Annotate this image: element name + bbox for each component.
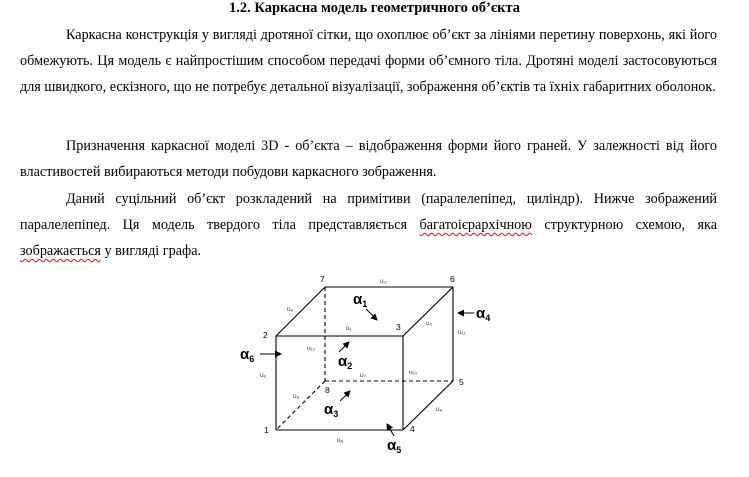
paragraph-3-text-a: Даний суцільний об’єкт розкладений на примітиви (паралелепіпед, циліндр). Нижче зображений паралелепіпед. Ця модель твердого тіла представляється: [20, 191, 717, 233]
vertex-6: 6: [450, 274, 455, 284]
edge-bottom-right: [403, 381, 453, 430]
paragraph-3-text-c: структурною схемою, яка: [531, 217, 717, 233]
edge-label-u8: u₈: [293, 393, 300, 400]
edge-label-u6: u₆: [436, 406, 443, 413]
edge-hidden-bottom-left: [276, 381, 325, 430]
face-label-alpha1: $\alpha_1$: [353, 291, 368, 309]
vertex-4: 4: [410, 424, 415, 434]
edge-top-left: [276, 287, 325, 336]
edge-label-u7: u₇: [360, 372, 366, 379]
edge-label-u12: u₁₂: [307, 345, 316, 352]
paragraph-3-text-e: у вигляді графа.: [100, 243, 202, 259]
arrow-alpha1: [366, 309, 377, 320]
paragraph-2: Призначення каркасної моделі 3D - об’єкта – відображення форми його граней. У залежності від його властивостей вибираються методи побудови каркасного зображення.: [20, 138, 717, 180]
arrow-alpha3: [340, 391, 350, 401]
edge-label-u3: u₃: [380, 278, 387, 285]
face-label-alpha4: $\alpha_4$: [476, 305, 491, 323]
edge-label-u1: u₁: [346, 325, 352, 332]
edge-label-u11: u₁₁: [458, 329, 467, 336]
face-label-alpha5: $\alpha_5$: [387, 437, 402, 455]
edge-top-right: [403, 287, 453, 336]
vertex-5: 5: [459, 377, 464, 387]
vertex-3: 3: [396, 322, 401, 332]
vertex-1: 1: [264, 425, 269, 435]
paragraph-1: Каркасна конструкція у вигляді дротяної сітки, що охоплює об’єкт за лініями перетину поверхонь, які його обмежують. Ця модель є найпростішим способом передачі форми об’ємного тіла. Дротяні моделі застосовуються для швидкого, ескізного, що не потребує детальної візуалізації, зображення об’єктів та їхніх габаритних оболонок.: [20, 27, 717, 95]
edge-label-u4: u₄: [287, 306, 294, 313]
edge-label-u10: u₁₀: [409, 369, 418, 376]
face-label-alpha3: $\alpha_3$: [324, 401, 339, 419]
vertex-7: 7: [320, 274, 325, 284]
spellcheck-word-1: багатоієрархічною: [419, 217, 532, 233]
spellcheck-word-2: зображається: [20, 243, 101, 259]
edge-label-u2: u₂: [426, 320, 433, 327]
vertex-2: 2: [263, 330, 268, 340]
face-label-alpha6: $\alpha_6$: [240, 346, 255, 364]
vertex-8: 8: [325, 385, 330, 395]
face-label-alpha2: $\alpha_2$: [338, 353, 353, 371]
arrow-alpha2: [339, 342, 349, 352]
edge-label-u5: u₅: [337, 437, 344, 444]
section-title: 1.2. Каркасна модель геометричного об’єкта: [229, 0, 520, 16]
edge-label-u9: u₉: [260, 372, 267, 379]
